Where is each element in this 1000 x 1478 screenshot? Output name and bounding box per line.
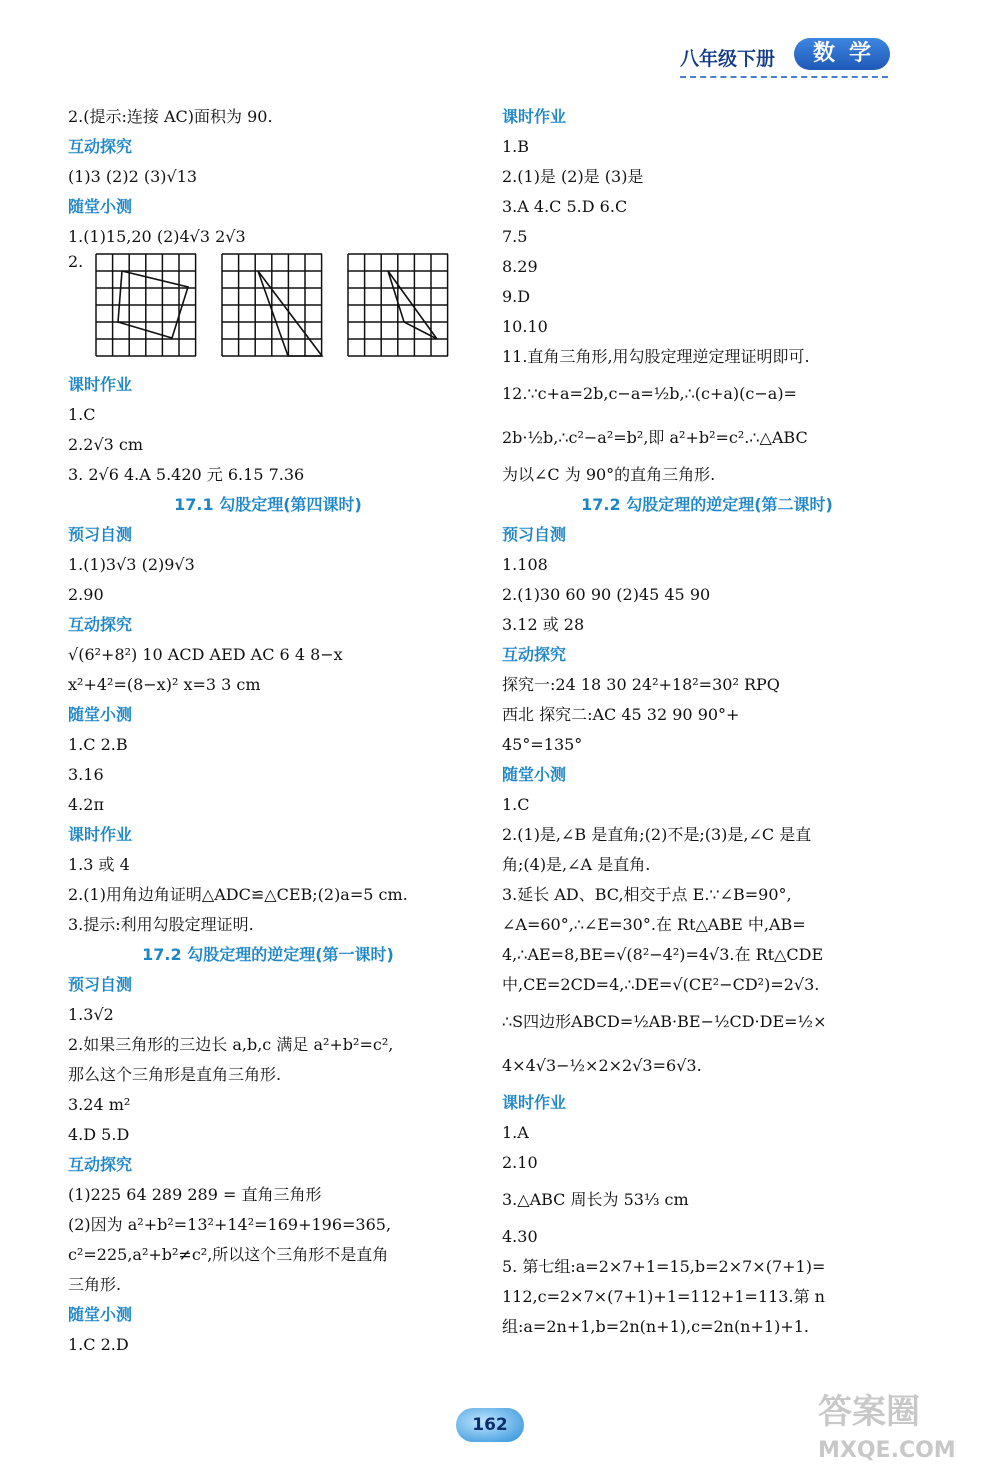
answer-line: 2b·½b,∴c²−a²=b²,即 a²+b²=c².∴△ABC	[502, 428, 808, 447]
answer-line: 3.延长 AD、BC,相交于点 E.∵∠B=90°,	[502, 885, 792, 904]
answer-line: (2)因为 a²+b²=13²+14²=169+196=365,	[68, 1215, 392, 1234]
section-heading: 随堂小测	[502, 765, 567, 784]
grid-figure	[94, 252, 198, 358]
left-column	[68, 102, 468, 1360]
answer-line: 2.90	[68, 585, 104, 604]
answer-line: 8.29	[502, 257, 538, 276]
answer-line: √(6²+8²) 10 ACD AED AC 6 4 8−x	[68, 645, 343, 664]
subject-badge: 数学	[794, 38, 890, 70]
section-heading: 互动探究	[68, 137, 133, 156]
answer-line: 1.C	[68, 405, 96, 424]
grid-figure	[346, 252, 450, 358]
grid-figures	[68, 252, 468, 370]
section-heading: 互动探究	[502, 645, 567, 664]
answer-line: c²=225,a²+b²≠c²,所以这个三角形不是直角	[68, 1245, 389, 1264]
answer-line: 角;(4)是,∠A 是直角.	[502, 855, 651, 874]
answer-line: 12.∵c+a=2b,c−a=½b,∴(c+a)(c−a)=	[502, 384, 797, 403]
right-column	[502, 102, 912, 1342]
answer-line: 1.C 2.D	[68, 1335, 129, 1354]
answer-line: 中,CE=2CD=4,∴DE=√(CE²−CD²)=2√3.	[502, 975, 820, 994]
section-heading: 互动探究	[68, 1155, 133, 1174]
answer-line: 2.(1)用角边角证明△ADC≌△CEB;(2)a=5 cm.	[68, 885, 408, 904]
answer-line: 为以∠C 为 90°的直角三角形.	[502, 465, 716, 484]
answer-line: 1.(1)3√3 (2)9√3	[68, 555, 195, 574]
chapter-title: 17.2 勾股定理的逆定理(第二课时)	[581, 495, 833, 514]
section-heading: 随堂小测	[68, 705, 133, 724]
section-heading: 预习自测	[502, 525, 567, 544]
chapter-title: 17.1 勾股定理(第四课时)	[174, 495, 362, 514]
question-number: 2.	[68, 252, 84, 271]
answer-line: ∴S四边形ABCD=½AB·BE−½CD·DE=½×	[502, 1012, 827, 1031]
answer-line: 11.直角三角形,用勾股定理逆定理证明即可.	[502, 347, 810, 366]
section-heading: 课时作业	[502, 107, 567, 126]
answer-line: 2.2√3 cm	[68, 435, 144, 454]
header-dashed-line	[680, 76, 888, 78]
answer-line: 4.D 5.D	[68, 1125, 130, 1144]
answer-line: 5. 第七组:a=2×7+1=15,b=2×7×(7+1)=	[502, 1257, 826, 1276]
answer-line: 3.△ABC 周长为 53⅓ cm	[502, 1190, 689, 1209]
answer-line: (1)3 (2)2 (3)√13	[68, 167, 198, 186]
answer-line: 三角形.	[68, 1275, 122, 1294]
chapter-title: 17.2 勾股定理的逆定理(第一课时)	[142, 945, 394, 964]
section-heading: 预习自测	[68, 525, 133, 544]
answer-line: 4.30	[502, 1227, 538, 1246]
answer-line: 1.3 或 4	[68, 855, 130, 874]
answer-line: 7.5	[502, 227, 528, 246]
answer-line: 3.24 m²	[68, 1095, 131, 1114]
answer-line: 2.(1)是 (2)是 (3)是	[502, 167, 644, 186]
section-heading: 互动探究	[68, 615, 133, 634]
page-number: 162	[456, 1408, 524, 1442]
answer-line: 1.108	[502, 555, 548, 574]
answer-line: 1.(1)15,20 (2)4√3 2√3	[68, 227, 246, 246]
watermark-logo: 答案圈	[818, 1392, 920, 1432]
answer-line: 组:a=2n+1,b=2n(n+1),c=2n(n+1)+1.	[502, 1317, 809, 1336]
answer-line: 4.2π	[68, 795, 104, 814]
grid-figure	[220, 252, 324, 358]
answer-line: 3.提示:利用勾股定理证明.	[68, 915, 254, 934]
answer-line: 2.(1)30 60 90 (2)45 45 90	[502, 585, 711, 604]
answer-line: 2.如果三角形的三边长 a,b,c 满足 a²+b²=c²,	[68, 1035, 394, 1054]
answer-line: 3.16	[68, 765, 104, 784]
answer-line: 1.3√2	[68, 1005, 114, 1024]
section-heading: 课时作业	[502, 1093, 567, 1112]
answer-line: 探究一:24 18 30 24²+18²=30² RPQ	[502, 675, 780, 694]
answer-line: 1.A	[502, 1123, 529, 1142]
answer-line: 那么这个三角形是直角三角形.	[68, 1065, 282, 1084]
answer-line: 西北 探究二:AC 45 32 90 90°+	[502, 705, 740, 724]
watermark-url: MXQE.COM	[818, 1438, 956, 1463]
answer-line: 4,∴AE=8,BE=√(8²−4²)=4√3.在 Rt△CDE	[502, 945, 824, 964]
answer-line: 1.C 2.B	[68, 735, 128, 754]
answer-line: x²+4²=(8−x)² x=3 3 cm	[68, 675, 261, 694]
answer-line: ∠A=60°,∴∠E=30°.在 Rt△ABE 中,AB=	[502, 915, 806, 934]
answer-line: 9.D	[502, 287, 531, 306]
answer-line: 2.(1)是,∠B 是直角;(2)不是;(3)是,∠C 是直	[502, 825, 812, 844]
answer-line: 1.C	[502, 795, 530, 814]
answer-line: 2.(提示:连接 AC)面积为 90.	[68, 107, 273, 126]
answer-line: (1)225 64 289 289 = 直角三角形	[68, 1185, 322, 1204]
answer-line: 112,c=2×7×(7+1)+1=112+1=113.第 n	[502, 1287, 825, 1306]
answer-line: 4×4√3−½×2×2√3=6√3.	[502, 1056, 702, 1075]
section-heading: 预习自测	[68, 975, 133, 994]
section-heading: 随堂小测	[68, 1305, 133, 1324]
answer-line: 1.B	[502, 137, 530, 156]
answer-line: 3. 2√6 4.A 5.420 元 6.15 7.36	[68, 465, 305, 484]
answer-line: 45°=135°	[502, 735, 583, 754]
section-heading: 课时作业	[68, 825, 133, 844]
answer-line: 3.A 4.C 5.D 6.C	[502, 197, 628, 216]
section-heading: 随堂小测	[68, 197, 133, 216]
grade-label: 八年级下册	[680, 48, 776, 70]
answer-line: 10.10	[502, 317, 548, 336]
answer-line: 3.12 或 28	[502, 615, 585, 634]
page-header	[680, 34, 900, 82]
answer-line: 2.10	[502, 1153, 538, 1172]
section-heading: 课时作业	[68, 375, 133, 394]
